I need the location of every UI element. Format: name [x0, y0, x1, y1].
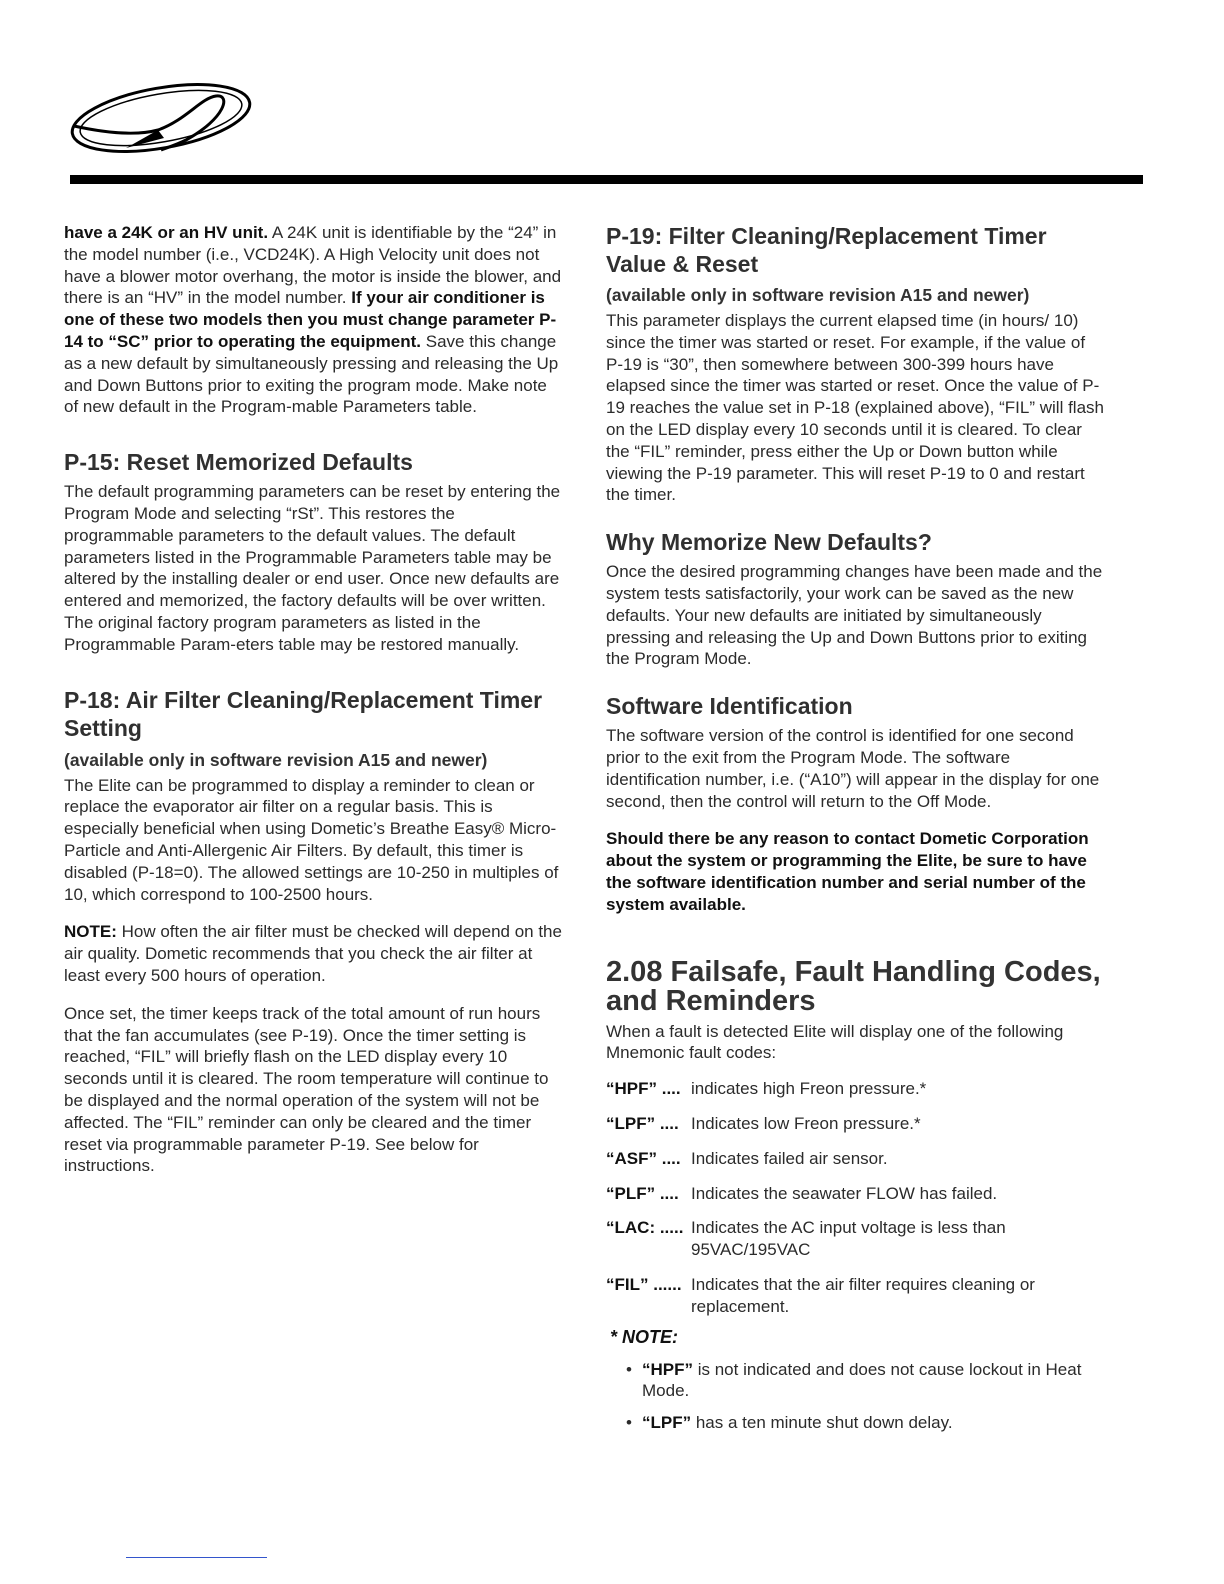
software-heading: Software Identification: [606, 693, 853, 720]
p19-subheading: (available only in software revision A15 and newer): [606, 285, 1030, 305]
fault-note-heading: * NOTE:: [610, 1326, 679, 1347]
fault-code-item: “LPF” .... Indicates low Freon pressure.*: [606, 1113, 921, 1133]
failsafe-heading: 2.08 Failsafe, Fault Handling Codes, and Reminders: [606, 955, 1101, 1017]
fault-code-item: “HPF” .... indicates high Freon pressure.*: [606, 1079, 927, 1099]
right-column: [606, 222, 1106, 1434]
p19-heading: P-19: Filter Cleaning/Replacement Timer Value & Reset: [606, 223, 1047, 277]
fault-code-list: [606, 1078, 1106, 1317]
fault-note-bullet: • “HPF” is not indicated and does not cause lockout in Heat Mode.: [626, 1359, 1082, 1401]
why-body: Once the desired programming changes have been made and the system tests satisfactorily, your work can be saved as the new defaults. Your new defaults are initiated by simultaneously pressing and releasing the Up and Down Buttons prior to exiting the Program Mode.: [606, 562, 1103, 669]
p19-body: This parameter displays the current elapsed time (in hours/ 10) since the timer was started or reset. For example, if the value of P-19 is “30”, then somewhere between 300-399 hours have elapsed since the timer was started or reset. Once the value of P-19 reaches the value set in P-18 (explained above), “FIL” will flash on the LED display every 10 seconds until it is cleared. To clear the “FIL” reminder, press either the Up or Down button while viewing the P-19 parameter. This will reset P-19 to 0 and restart the timer.: [606, 311, 1104, 505]
p18-subheading: (available only in software revision A15 and newer): [64, 749, 488, 770]
p18-body2: Once set, the timer keeps track of the total amount of run hours that the fan accumulates (see P-19). Once the timer setting is reached, “FIL” will briefly flash on the LED display every 10 seconds until it is cleared. The room temperature will continue to be displayed and the normal operation of the system will not be affected. The “FIL” reminder can only be cleared and the timer reset via programmable parameter P-19. See below for instructions.: [64, 1003, 549, 1176]
p18-heading: P-18: Air Filter Cleaning/Replacement Timer Setting: [64, 686, 543, 741]
header-rule: [70, 175, 1143, 184]
company-logo: [66, 78, 256, 158]
p18-body: The Elite can be programmed to display a reminder to clean or replace the evaporator air filter on a regular basis. This is especially beneficial when using Dometic’s Breathe Easy® Micro-Particle and Anti-Allergenic Air Filters. By default, this timer is disabled (P-18=0). The allowed settings are 10-250 in multiples of 10, which correspond to 100-2500 hours.: [64, 775, 559, 904]
left-column: [64, 222, 564, 1177]
fault-code-item: “PLF” .... Indicates the seawater FLOW has failed.: [606, 1183, 998, 1203]
intro-paragraph: have a 24K or an HV unit. A 24K unit is identifiable by the “24” in the model number (i.e., VCD24K). A High Velocity unit does not have a blower motor overhang, the motor is inside the blower, and there is an “HV” in the model number. If your air conditioner is one of these two models then you must change parameter P-14 to “SC” prior to operating the equipment. Save this change as a new default by simultaneously pressing and releasing the Up and Down Buttons prior to exiting the program mode. Make note of new default in the Program-mable Parameters table.: [64, 223, 562, 417]
p15-body: The default programming parameters can be reset by entering the Program Mode and selecting “rSt”. This restores the programmable parameters to the default values. The default parameters listed in the Programmable Parameters table may be altered by the installing dealer or end user. Once new defaults are entered and memorized, the factory defaults will be over written. The original factory program parameters as listed in the Programmable Param-eters table may be restored manually.: [64, 482, 561, 654]
why-heading: Why Memorize New Defaults?: [606, 529, 932, 556]
fault-code-item: “LAC: ..... Indicates the AC input voltage is less than 95VAC/195VAC: [606, 1218, 1006, 1260]
software-contact-note: Should there be any reason to contact Dometic Corporation about the system or programming the Elite, be sure to have the software identification number and serial number of the system available.: [606, 829, 1089, 914]
footer-link-underline[interactable]: [126, 1557, 267, 1558]
fault-code-item: “FIL” ...... Indicates that the air filter requires cleaning or replacement.: [606, 1274, 1035, 1316]
p15-heading: P-15: Reset Memorized Defaults: [64, 449, 413, 476]
failsafe-intro: When a fault is detected Elite will display one of the following Mnemonic fault codes:: [606, 1021, 1064, 1063]
fault-note-bullet: • “LPF” has a ten minute shut down delay.: [626, 1413, 953, 1433]
software-body: The software version of the control is identified for one second prior to the exit from the Program Mode. The software identification number, i.e. (“A10”) will appear in the display for one second, then the control will return to the Off Mode.: [606, 726, 1100, 811]
fault-code-item: “ASF” .... Indicates failed air sensor.: [606, 1148, 888, 1168]
p18-note: NOTE: How often the air filter must be checked will depend on the air quality. Dometic recommends that you check the air filter at least every 500 hours of operation.: [64, 922, 562, 985]
